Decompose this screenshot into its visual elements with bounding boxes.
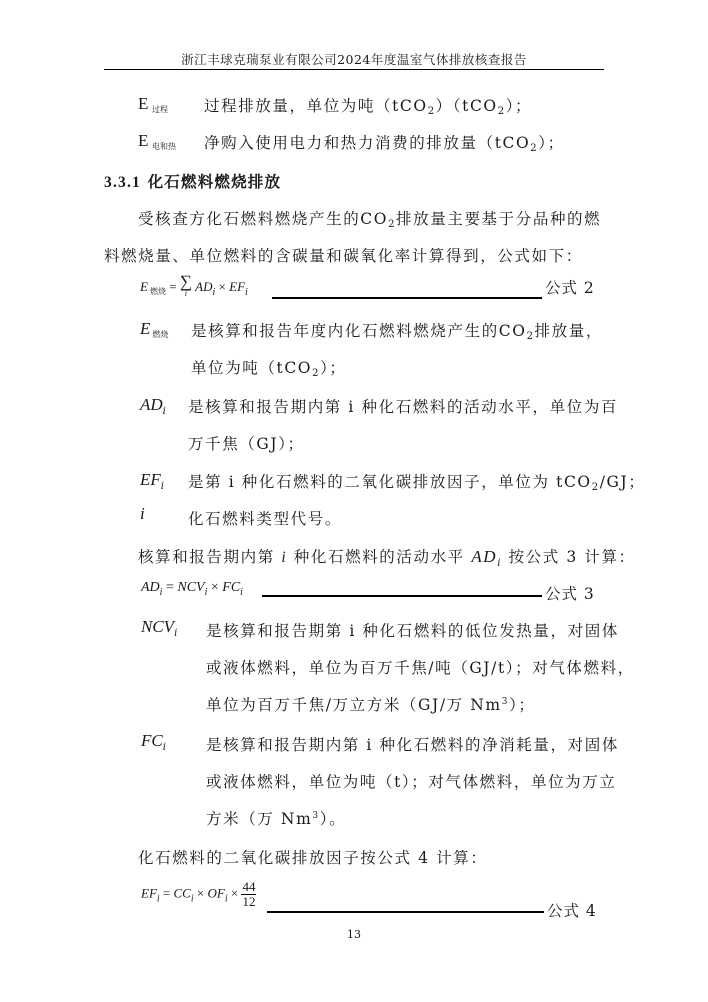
def-ncv-symbol: $NCV_i$ bbox=[141, 617, 178, 639]
section-heading bbox=[104, 170, 281, 192]
def-ad-line1: 是核算和报告期内第 i 种化石燃料的活动水平，单位为百 bbox=[188, 398, 619, 416]
def-ncv-line1: 是核算和报告期第 i 种化石燃料的低位发热量，对固体 bbox=[206, 622, 619, 640]
section-number: 3.3.1 bbox=[104, 174, 141, 191]
intro-line-2: 料燃烧量、单位燃料的含碳量和碳氧化率计算得到，公式如下： bbox=[104, 247, 583, 265]
symbol-subscript: 电和热 bbox=[151, 142, 176, 151]
def-ad-line2: 万千焦（GJ）； bbox=[188, 435, 305, 453]
intro-line-1: 受核查方化石燃料燃烧产生的$CO_2$排放量主要基于分品种的燃 bbox=[138, 210, 602, 230]
def-ef-symbol: $EF_i$ bbox=[140, 470, 164, 492]
para-formula-4-intro: 化石燃料的二氧化碳排放因子按公式 4 计算： bbox=[138, 849, 488, 867]
formula-2: E $_{燃烧}$ = ∑ i $AD_i \times EF_i$ bbox=[140, 272, 248, 298]
def-ef-line1: 是第 i 种化石燃料的二氧化碳排放因子，单位为 tCO$_2$/GJ； bbox=[188, 473, 646, 493]
formula-3: $AD_i = NCV_i \times FC_i$ bbox=[141, 580, 243, 598]
page-number: 13 bbox=[347, 928, 361, 941]
formula-2-label: 公式 2 bbox=[545, 279, 595, 297]
definition-e-power-heat-text: 净购入使用电力和热力消费的排放量（tCO$_2$）； bbox=[204, 134, 565, 154]
definition-e-power-heat bbox=[138, 131, 176, 152]
definition-e-process-text: 过程排放量，单位为吨（tCO$_2$）（tCO$_2$）； bbox=[204, 97, 533, 117]
formula-3-label: 公式 3 bbox=[545, 585, 595, 603]
def-ncv-line2: 或液体燃料，单位为百万千焦/吨（GJ/t）；对气体燃料， bbox=[206, 659, 635, 677]
def-e-combustion-line2: 单位为吨（tCO$_2$）； bbox=[191, 359, 347, 379]
para-formula-3-intro: 核算和报告期内第 i 种化石燃料的活动水平 $AD_i$ 按公式 3 计算： bbox=[138, 547, 636, 569]
formula-3-leader bbox=[262, 580, 542, 601]
fraction-44-over-12: $\frac{44}{12}$ bbox=[242, 879, 256, 909]
def-fc-line1: 是核算和报告期内第 i 种化石燃料的净消耗量，对固体 bbox=[206, 736, 619, 754]
symbol: E bbox=[138, 131, 150, 150]
def-fc-line2: 或液体燃料，单位为吨（t）；对气体燃料，单位为万立 bbox=[206, 773, 617, 791]
header-rule bbox=[104, 69, 604, 70]
formula-4-label: 公式 4 bbox=[547, 902, 597, 920]
symbol-subscript: 过程 bbox=[151, 105, 168, 114]
def-i-line1: 化石燃料类型代号。 bbox=[188, 510, 342, 528]
summation-symbol: ∑ i bbox=[179, 272, 192, 298]
def-e-combustion-line1: 是核算和报告年度内化石燃料燃烧产生的$CO_2$排放量， bbox=[191, 322, 603, 342]
formula-4: $EF_i = CC_i \times OF_i$ × $\frac{44}{12}$ bbox=[141, 879, 256, 909]
def-fc-line3: 方米（万 Nm$^3$）。 bbox=[206, 810, 347, 828]
section-title: 化石燃料燃烧排放 bbox=[147, 172, 282, 191]
def-ncv-line3: 单位为百万千焦/万立方米（GJ/万 Nm$^3$）； bbox=[206, 696, 536, 714]
definition-e-process bbox=[138, 94, 168, 115]
def-fc-symbol: $FC_i$ bbox=[141, 731, 166, 753]
running-header: 浙江丰球克瑞泵业有限公司2024年度温室气体排放核查报告 bbox=[181, 52, 527, 67]
symbol: E bbox=[138, 94, 150, 113]
formula-4-leader bbox=[267, 896, 544, 917]
def-e-combustion-symbol: E燃烧 bbox=[140, 319, 169, 339]
formula-2-leader bbox=[272, 287, 542, 306]
def-ad-symbol: $AD_i$ bbox=[140, 395, 166, 417]
def-i-symbol: i bbox=[140, 504, 145, 523]
